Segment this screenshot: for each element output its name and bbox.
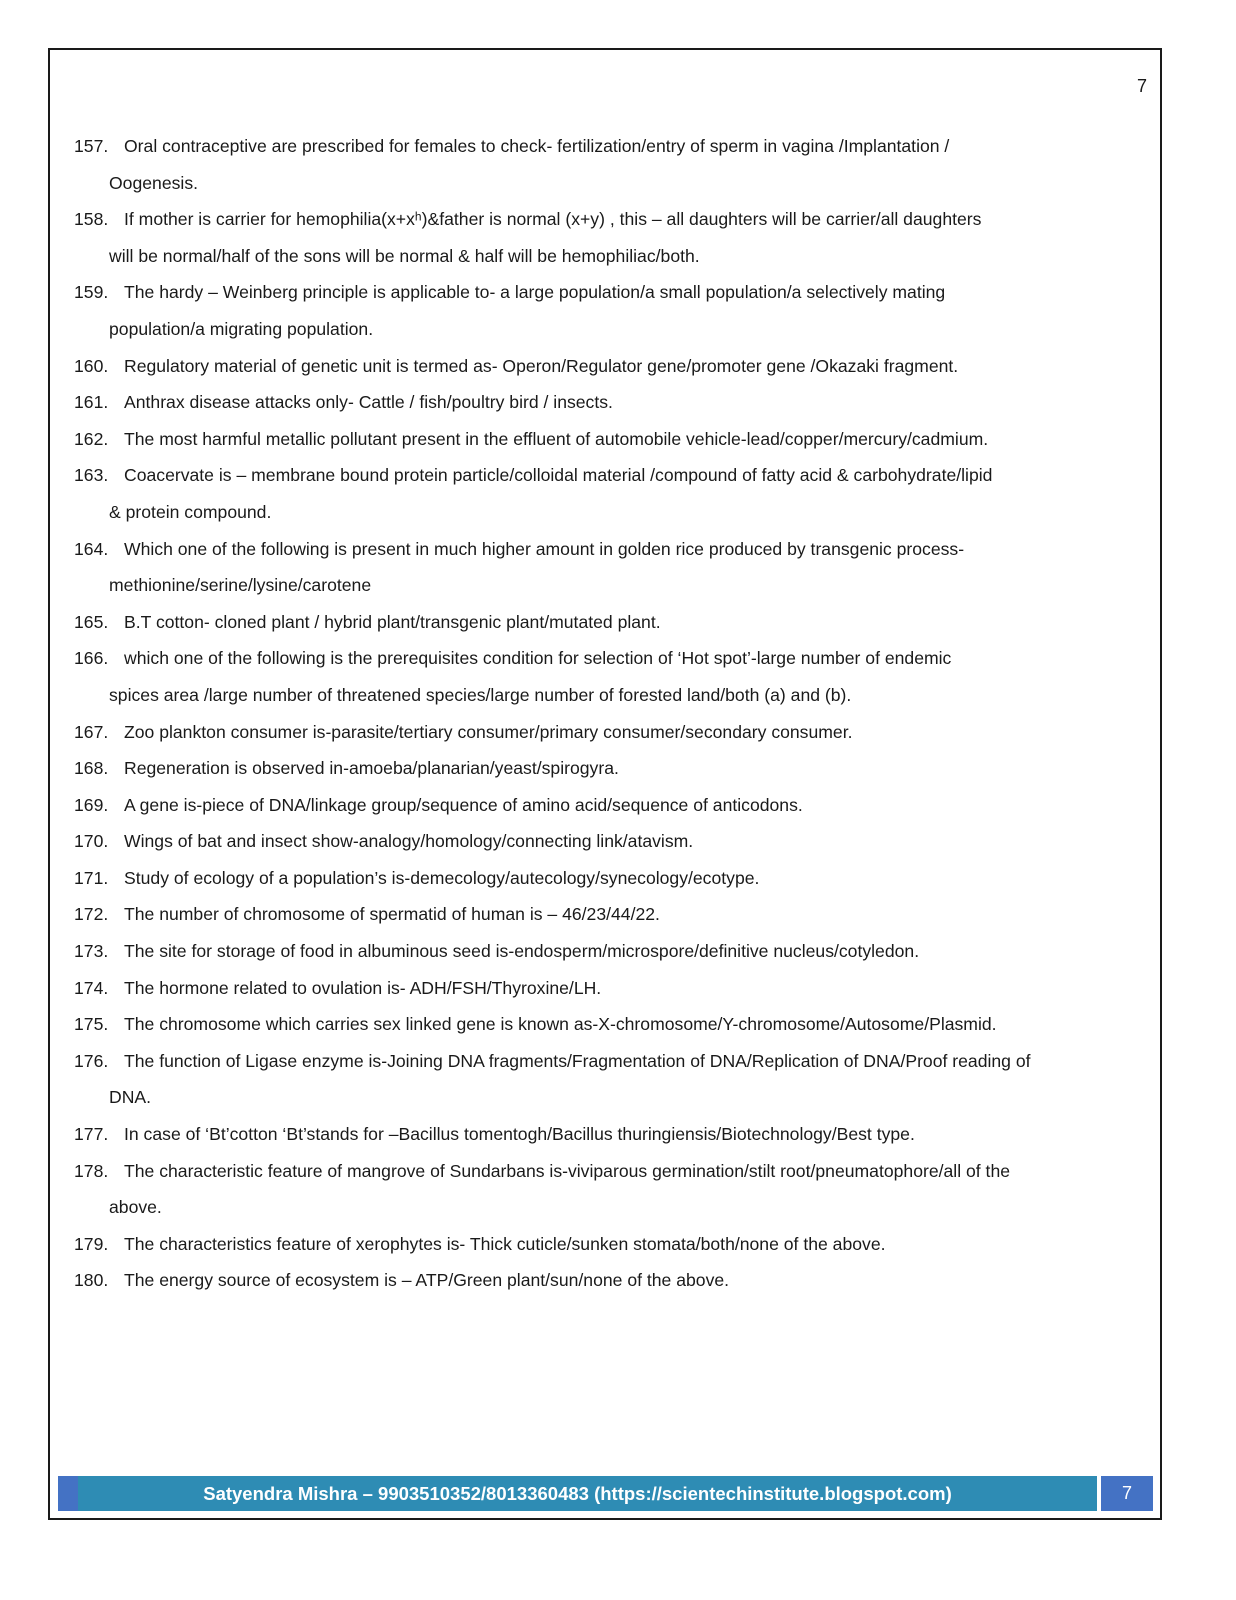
- question-text: [124, 1116, 1154, 1153]
- question-text: [109, 1043, 1154, 1116]
- footer-bar: [58, 1476, 1153, 1511]
- question-list: [74, 128, 1154, 1299]
- question-item: [74, 860, 1154, 897]
- question-item: [74, 970, 1154, 1007]
- question-item: [74, 128, 1154, 201]
- question-number: 159.: [74, 282, 109, 303]
- question-number: 168.: [74, 758, 109, 779]
- question-item: [74, 348, 1154, 385]
- question-line: A gene is-piece of DNA/linkage group/sequence of amino acid/sequence of anticodons.: [124, 794, 803, 815]
- question-number: 176.: [74, 1050, 109, 1071]
- question-text: [124, 933, 1154, 970]
- question-line: In case of ‘Bt’cotton ‘Bt’stands for –Bacillus tomentogh/Bacillus thuringiensis/Biotechnology/Best type.: [124, 1124, 915, 1145]
- question-continuation-line: population/a migrating population.: [109, 318, 374, 339]
- question-line: The characteristics feature of xerophytes is- Thick cuticle/sunken stomata/both/none of the above.: [124, 1233, 886, 1254]
- question-line: Wings of bat and insect show-analogy/homology/connecting link/atavism.: [124, 831, 694, 852]
- question-item: [74, 1262, 1154, 1299]
- question-text: [109, 640, 1154, 713]
- question-line: The hormone related to ovulation is- ADH/FSH/Thyroxine/LH.: [124, 977, 602, 998]
- question-text: [124, 604, 1154, 641]
- question-line: B.T cotton- cloned plant / hybrid plant/transgenic plant/mutated plant.: [124, 611, 661, 632]
- question-line: The hardy – Weinberg principle is applicable to- a large population/a small population/a selectively mating: [124, 282, 946, 303]
- question-continuation-line: will be normal/half of the sons will be normal & half will be hemophiliac/both.: [109, 245, 700, 266]
- question-continuation-line: spices area /large number of threatened species/large number of forested land/both (a) and (b).: [109, 684, 852, 705]
- question-number: 164.: [74, 538, 109, 559]
- question-text: [109, 201, 1154, 274]
- question-continuation-line: DNA.: [109, 1087, 152, 1108]
- question-item: [74, 604, 1154, 641]
- question-text: [124, 860, 1154, 897]
- question-number: 179.: [74, 1233, 109, 1254]
- question-item: [74, 421, 1154, 458]
- question-line: Zoo plankton consumer is-parasite/tertiary consumer/primary consumer/secondary consumer.: [124, 721, 853, 742]
- question-text: [124, 348, 1154, 385]
- question-continuation-line: above.: [109, 1197, 162, 1218]
- question-line: The site for storage of food in albuminous seed is-endosperm/microspore/definitive nucleus/cotyledon.: [124, 941, 920, 962]
- question-item: [74, 787, 1154, 824]
- question-item: [74, 384, 1154, 421]
- question-item: [74, 1006, 1154, 1043]
- question-number: 167.: [74, 721, 109, 742]
- question-text: [124, 1226, 1154, 1263]
- question-text: [109, 274, 1154, 347]
- question-continuation-line: methionine/serine/lysine/carotene: [109, 575, 372, 596]
- question-text: [124, 970, 1154, 1007]
- question-text: [124, 714, 1154, 751]
- question-number: 161.: [74, 392, 109, 413]
- question-line: Regulatory material of genetic unit is termed as- Operon/Regulator gene/promoter gene /Okazaki fragment.: [124, 355, 959, 376]
- question-item: [74, 201, 1154, 274]
- footer-credit: Satyendra Mishra – 9903510352/8013360483 (https://scientechinstitute.blogspot.com): [78, 1476, 1097, 1511]
- question-number: 174.: [74, 977, 109, 998]
- question-line: Anthrax disease attacks only- Cattle / fish/poultry bird / insects.: [124, 392, 613, 413]
- question-line: The chromosome which carries sex linked gene is known as-X-chromosome/Y-chromosome/Autosome/Plasmid.: [124, 1014, 997, 1035]
- question-item: [74, 1226, 1154, 1263]
- question-text: [124, 896, 1154, 933]
- question-item: [74, 274, 1154, 347]
- question-item: [74, 1153, 1154, 1226]
- question-line: Study of ecology of a population’s is-demecology/autecology/synecology/ecotype.: [124, 867, 760, 888]
- question-number: 171.: [74, 867, 109, 888]
- question-continuation-line: Oogenesis.: [109, 172, 198, 193]
- question-text: [124, 1006, 1154, 1043]
- question-text: [124, 750, 1154, 787]
- question-number: 160.: [74, 355, 109, 376]
- question-number: 178.: [74, 1160, 109, 1181]
- question-item: [74, 714, 1154, 751]
- question-text: [109, 128, 1154, 201]
- question-text: [124, 384, 1154, 421]
- question-text: [109, 531, 1154, 604]
- question-number: 169.: [74, 794, 109, 815]
- question-line: If mother is carrier for hemophilia(x+xʰ)&father is normal (x+y) , this – all daughters will be carrier/all daughters: [124, 209, 982, 230]
- question-number: 163.: [74, 465, 109, 486]
- question-continuation-line: & protein compound.: [109, 501, 272, 522]
- question-line: Regeneration is observed in-amoeba/planarian/yeast/spirogyra.: [124, 758, 619, 779]
- question-line: Coacervate is – membrane bound protein particle/colloidal material /compound of fatty acid & carbohydrate/lipid: [124, 465, 993, 486]
- question-line: The function of Ligase enzyme is-Joining DNA fragments/Fragmentation of DNA/Replication of DNA/Proof reading of: [124, 1050, 1031, 1071]
- question-text: [124, 823, 1154, 860]
- question-item: [74, 896, 1154, 933]
- question-text: [109, 457, 1154, 530]
- footer-accent: [58, 1476, 78, 1511]
- question-number: 172.: [74, 904, 109, 925]
- question-item: [74, 1116, 1154, 1153]
- question-item: [74, 750, 1154, 787]
- question-line: The characteristic feature of mangrove of Sundarbans is-viviparous germination/stilt root/pneumatophore/all of the: [124, 1160, 1011, 1181]
- question-line: The number of chromosome of spermatid of human is – 46/23/44/22.: [124, 904, 660, 925]
- question-item: [74, 1043, 1154, 1116]
- footer-page-number: 7: [1101, 1476, 1153, 1511]
- question-number: 166.: [74, 648, 109, 669]
- question-number: 158.: [74, 209, 109, 230]
- question-number: 157.: [74, 136, 109, 156]
- question-item: [74, 640, 1154, 713]
- question-item: [74, 823, 1154, 860]
- question-number: 170.: [74, 831, 109, 852]
- question-number: 180.: [74, 1270, 109, 1291]
- question-number: 175.: [74, 1014, 109, 1035]
- page-number-top: 7: [1137, 76, 1148, 96]
- question-text: [124, 787, 1154, 824]
- question-line: Oral contraceptive are prescribed for females to check- fertilization/entry of sperm in vagina /Implantation /: [124, 136, 950, 156]
- question-text: [124, 421, 1154, 458]
- question-item: [74, 531, 1154, 604]
- question-number: 165.: [74, 611, 109, 632]
- question-item: [74, 933, 1154, 970]
- question-line: The most harmful metallic pollutant present in the effluent of automobile vehicle-lead/copper/mercury/cadmium.: [124, 428, 989, 449]
- question-item: [74, 457, 1154, 530]
- question-line: Which one of the following is present in much higher amount in golden rice produced by transgenic process-: [124, 538, 965, 559]
- question-text: [124, 1262, 1154, 1299]
- question-line: which one of the following is the prerequisites condition for selection of ‘Hot spot’-large number of endemic: [124, 648, 952, 669]
- question-text: [109, 1153, 1154, 1226]
- question-number: 177.: [74, 1124, 109, 1145]
- question-number: 173.: [74, 941, 109, 962]
- question-line: The energy source of ecosystem is – ATP/Green plant/sun/none of the above.: [124, 1270, 730, 1291]
- question-number: 162.: [74, 428, 109, 449]
